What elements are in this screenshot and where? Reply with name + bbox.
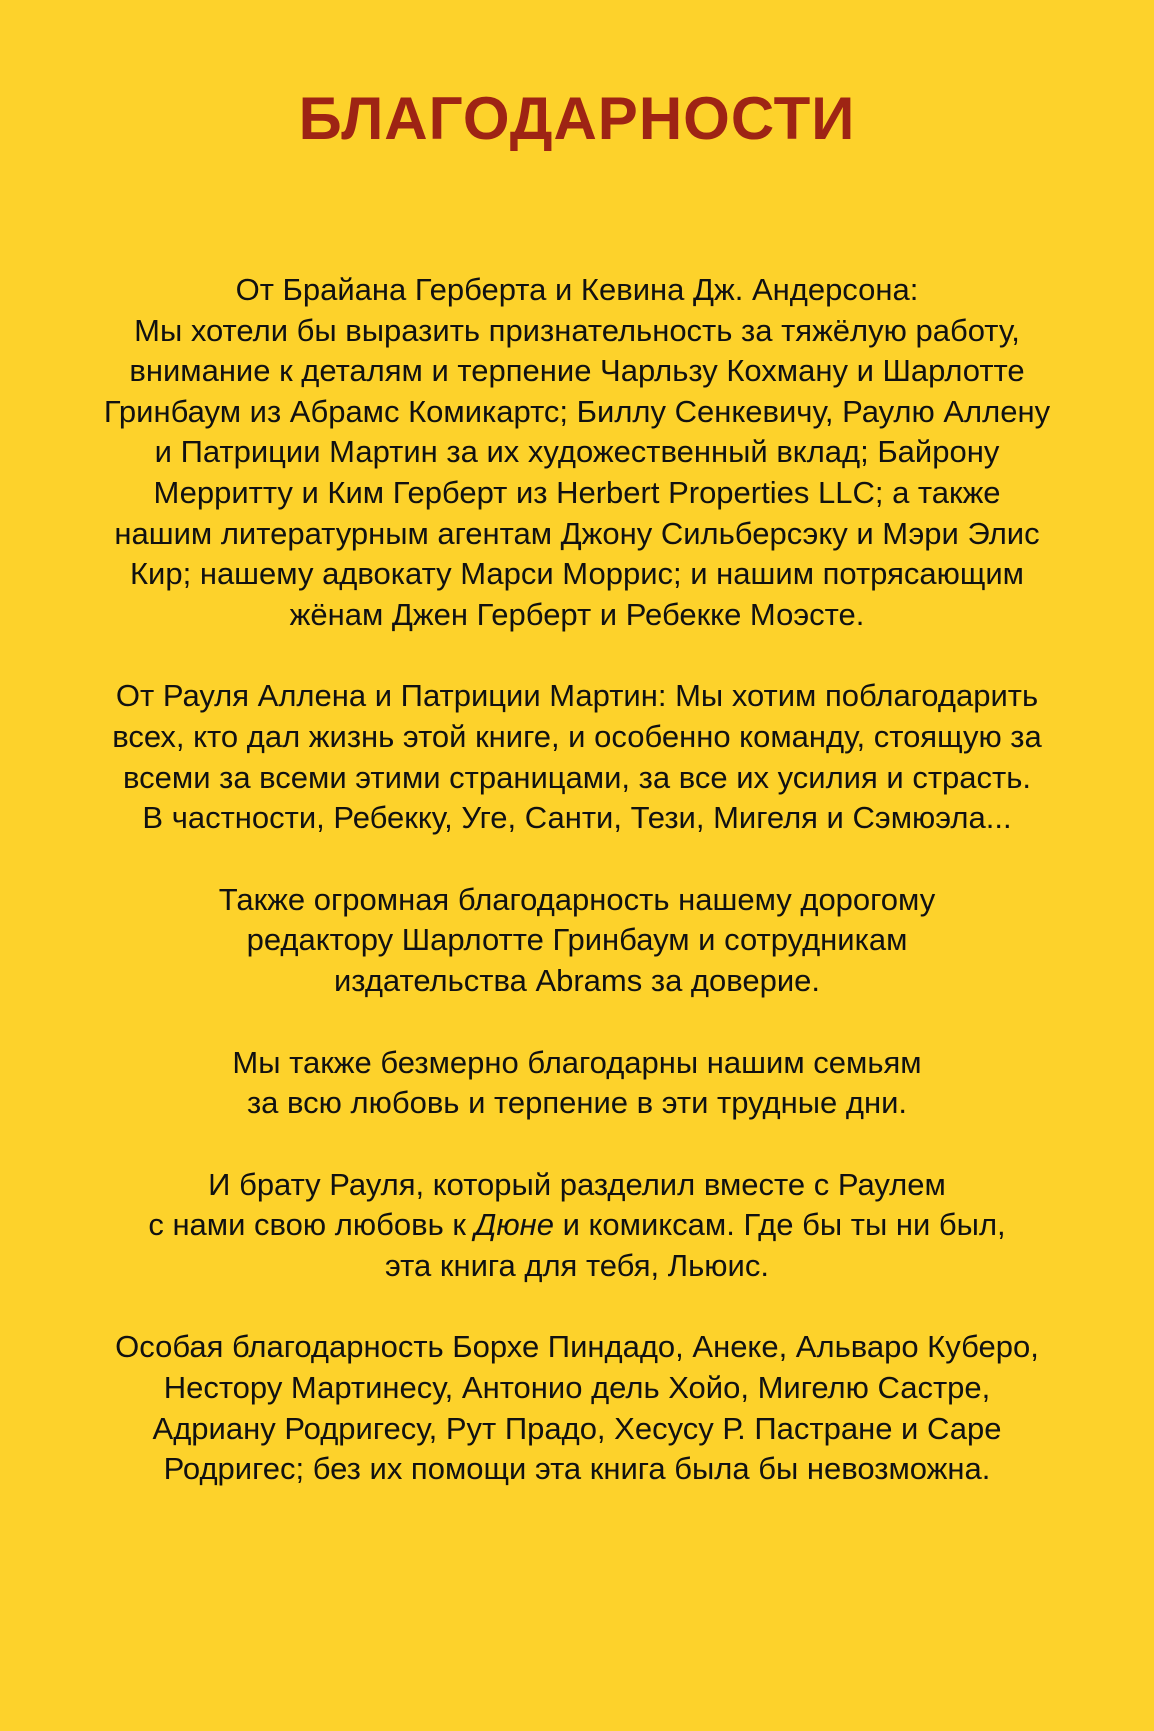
text-line: нашим литературным агентам Джону Сильберсэку и Мэри Элис [114, 515, 1040, 551]
paragraph-herbert-anderson [40, 270, 1114, 635]
paragraph-brother-dedication [40, 1165, 1114, 1287]
text-line: Особая благодарность Борхе Пиндадо, Анеке, Альваро Куберо, [115, 1329, 1039, 1365]
paragraph-heading: От Рауля Аллена и Патриции Мартин: [115, 678, 667, 714]
text-fragment: и комиксам. Где бы ты ни был, [553, 1207, 1006, 1243]
book-title-dune: Дюне [474, 1207, 554, 1243]
paragraph-editor-thanks [40, 880, 1114, 1002]
paragraph-special-thanks [40, 1327, 1114, 1489]
text-line: Мы также безмерно благодарны нашим семьям [232, 1044, 922, 1080]
text-line: Гринбаум из Абрамс Комикартс; Биллу Сенкевичу, Раулю Аллену [103, 393, 1051, 429]
text-line: Родригес; без их помощи эта книга была бы невозможна. [163, 1451, 991, 1487]
text-line: и Патриции Мартин за их художественный вклад; Байрону [154, 434, 1000, 470]
page-title: БЛАГОДАРНОСТИ [298, 85, 856, 152]
text-fragment: с нами свою любовь к [148, 1207, 475, 1243]
paragraph-family-thanks [40, 1043, 1114, 1124]
text-line: жёнам Джен Герберт и Ребекке Моэсте. [289, 596, 865, 632]
text-fragment: Мы хотим поблагодарить [666, 678, 1039, 714]
text-line [40, 1205, 1114, 1246]
text-line: Мерритту и Ким Герберт из Herbert Properties LLC; а также [153, 474, 1001, 510]
text-line: издательства Abrams за доверие. [333, 962, 821, 998]
acknowledgements-body [40, 270, 1114, 1531]
text-line: Кир; нашему адвокату Марси Моррис; и нашим потрясающим [129, 556, 1024, 592]
text-line: эта книга для тебя, Льюис. [385, 1247, 769, 1283]
text-line: Также огромная благодарность нашему дорогому [218, 881, 936, 917]
paragraph-allen-martin [40, 676, 1114, 838]
text-line: Нестору Мартинесу, Антонио дель Хойо, Мигелю Састре, [163, 1370, 991, 1406]
text-line: внимание к деталям и терпение Чарльзу Кохману и Шарлотте [129, 353, 1025, 389]
text-line: всеми за всеми этими страницами, за все их усилия и страсть. [123, 759, 1031, 795]
text-line [40, 676, 1114, 717]
text-line: всех, кто дал жизнь этой книге, и особенно команду, стоящую за [112, 718, 1042, 754]
text-line: В частности, Ребекку, Уге, Санти, Тези, Мигеля и Сэмюэла... [142, 800, 1012, 836]
text-line: Адриану Родригесу, Рут Прадо, Хесусу Р. Пастране и Саре [152, 1410, 1002, 1446]
text-line: Мы хотели бы выразить признательность за тяжёлую работу, [134, 312, 1020, 348]
paragraph-heading: От Брайана Герберта и Кевина Дж. Андерсона: [235, 272, 919, 307]
text-line: редактору Шарлотте Гринбаум и сотрудникам [246, 922, 908, 958]
text-line: за всю любовь и терпение в эти трудные дни. [246, 1085, 908, 1121]
text-line: И брату Рауля, который разделил вместе с Раулем [208, 1166, 946, 1202]
